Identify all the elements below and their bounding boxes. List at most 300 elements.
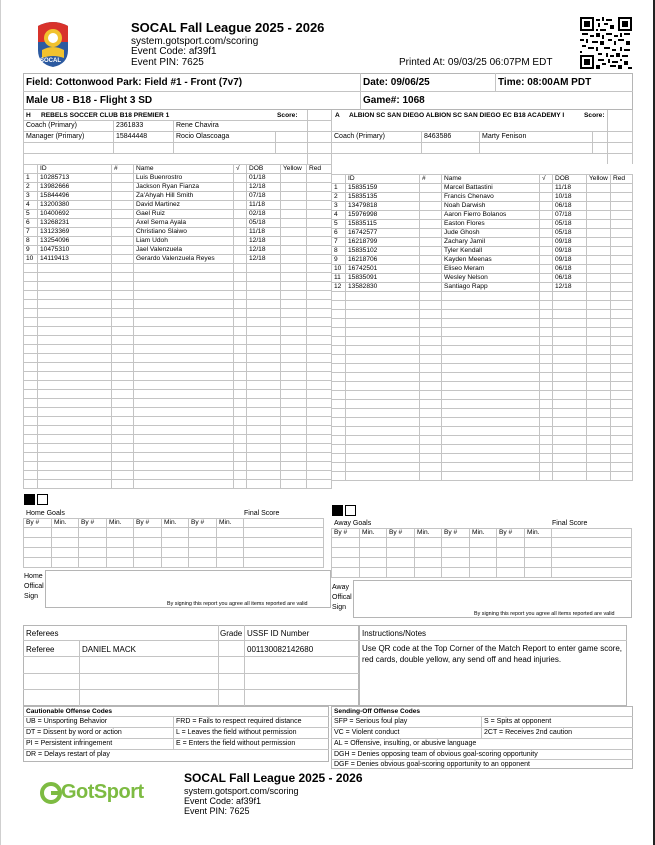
goal-min-cell[interactable] <box>217 548 244 558</box>
checkin[interactable] <box>234 426 247 435</box>
home-empty-square[interactable] <box>37 494 48 505</box>
checkin[interactable] <box>234 237 247 246</box>
checkin[interactable] <box>540 346 553 355</box>
red-card[interactable] <box>611 292 633 301</box>
jersey-number[interactable] <box>112 264 134 273</box>
checkin[interactable] <box>540 247 553 256</box>
jersey-number[interactable] <box>112 210 134 219</box>
yellow-card[interactable] <box>281 417 307 426</box>
red-card[interactable] <box>611 220 633 229</box>
goal-min-cell[interactable] <box>107 528 134 538</box>
yellow-card[interactable] <box>281 426 307 435</box>
red-card[interactable] <box>307 426 332 435</box>
checkin[interactable] <box>540 337 553 346</box>
checkin[interactable] <box>540 274 553 283</box>
yellow-card[interactable] <box>587 202 611 211</box>
yellow-card[interactable] <box>281 354 307 363</box>
yellow-card[interactable] <box>587 211 611 220</box>
jersey-number[interactable] <box>420 382 442 391</box>
jersey-number[interactable] <box>112 228 134 237</box>
jersey-number[interactable] <box>420 229 442 238</box>
jersey-number[interactable] <box>112 480 134 489</box>
checkin[interactable] <box>234 264 247 273</box>
red-card[interactable] <box>307 309 332 318</box>
goal-min-cell[interactable] <box>107 548 134 558</box>
yellow-card[interactable] <box>587 220 611 229</box>
red-card[interactable] <box>307 318 332 327</box>
yellow-card[interactable] <box>587 445 611 454</box>
jersey-number[interactable] <box>112 201 134 210</box>
red-card[interactable] <box>307 291 332 300</box>
checkin[interactable] <box>540 202 553 211</box>
jersey-number[interactable] <box>420 202 442 211</box>
red-card[interactable] <box>611 238 633 247</box>
yellow-card[interactable] <box>281 327 307 336</box>
checkin[interactable] <box>540 400 553 409</box>
goal-by-cell[interactable] <box>387 538 415 548</box>
yellow-card[interactable] <box>281 255 307 264</box>
jersey-number[interactable] <box>112 300 134 309</box>
goal-by-cell[interactable] <box>387 558 415 568</box>
yellow-card[interactable] <box>281 480 307 489</box>
yellow-card[interactable] <box>281 264 307 273</box>
red-card[interactable] <box>611 364 633 373</box>
jersey-number[interactable] <box>112 183 134 192</box>
final-score-cell[interactable] <box>552 548 632 558</box>
goal-by-cell[interactable] <box>189 548 217 558</box>
checkin[interactable] <box>234 246 247 255</box>
goal-min-cell[interactable] <box>360 558 387 568</box>
red-card[interactable] <box>307 219 332 228</box>
red-card[interactable] <box>611 193 633 202</box>
final-score-cell[interactable] <box>244 558 324 568</box>
yellow-card[interactable] <box>587 472 611 481</box>
yellow-card[interactable] <box>587 382 611 391</box>
red-card[interactable] <box>307 345 332 354</box>
goal-by-cell[interactable] <box>79 538 107 548</box>
goal-by-cell[interactable] <box>497 568 525 578</box>
jersey-number[interactable] <box>112 282 134 291</box>
yellow-card[interactable] <box>281 219 307 228</box>
goal-min-cell[interactable] <box>162 528 189 538</box>
goal-by-cell[interactable] <box>24 538 52 548</box>
red-card[interactable] <box>307 336 332 345</box>
red-card[interactable] <box>307 471 332 480</box>
goal-by-cell[interactable] <box>189 558 217 568</box>
jersey-number[interactable] <box>420 274 442 283</box>
goal-by-cell[interactable] <box>387 548 415 558</box>
yellow-card[interactable] <box>587 373 611 382</box>
red-card[interactable] <box>307 327 332 336</box>
red-card[interactable] <box>307 183 332 192</box>
goal-by-cell[interactable] <box>442 558 470 568</box>
final-score-cell[interactable] <box>244 538 324 548</box>
red-card[interactable] <box>307 264 332 273</box>
yellow-card[interactable] <box>587 391 611 400</box>
yellow-card[interactable] <box>281 435 307 444</box>
red-card[interactable] <box>307 237 332 246</box>
yellow-card[interactable] <box>281 210 307 219</box>
yellow-card[interactable] <box>281 192 307 201</box>
goal-min-cell[interactable] <box>52 558 79 568</box>
red-card[interactable] <box>611 310 633 319</box>
jersey-number[interactable] <box>112 174 134 183</box>
checkin[interactable] <box>540 265 553 274</box>
checkin[interactable] <box>234 291 247 300</box>
checkin[interactable] <box>540 373 553 382</box>
checkin[interactable] <box>234 255 247 264</box>
red-card[interactable] <box>307 210 332 219</box>
yellow-card[interactable] <box>587 256 611 265</box>
jersey-number[interactable] <box>112 444 134 453</box>
goal-min-cell[interactable] <box>470 548 497 558</box>
jersey-number[interactable] <box>420 454 442 463</box>
red-card[interactable] <box>307 228 332 237</box>
checkin[interactable] <box>540 229 553 238</box>
goal-min-cell[interactable] <box>525 538 552 548</box>
goal-min-cell[interactable] <box>217 528 244 538</box>
yellow-card[interactable] <box>587 283 611 292</box>
final-score-cell[interactable] <box>244 528 324 538</box>
jersey-number[interactable] <box>112 237 134 246</box>
final-score-cell[interactable] <box>552 558 632 568</box>
checkin[interactable] <box>234 327 247 336</box>
jersey-number[interactable] <box>420 436 442 445</box>
jersey-number[interactable] <box>112 291 134 300</box>
goal-by-cell[interactable] <box>134 558 162 568</box>
goal-min-cell[interactable] <box>217 538 244 548</box>
red-card[interactable] <box>611 463 633 472</box>
jersey-number[interactable] <box>112 381 134 390</box>
checkin[interactable] <box>234 300 247 309</box>
jersey-number[interactable] <box>420 346 442 355</box>
jersey-number[interactable] <box>112 390 134 399</box>
checkin[interactable] <box>234 480 247 489</box>
jersey-number[interactable] <box>420 400 442 409</box>
checkin[interactable] <box>234 174 247 183</box>
jersey-number[interactable] <box>420 184 442 193</box>
jersey-number[interactable] <box>420 472 442 481</box>
goal-min-cell[interactable] <box>415 548 442 558</box>
goal-by-cell[interactable] <box>79 528 107 538</box>
checkin[interactable] <box>234 453 247 462</box>
jersey-number[interactable] <box>112 327 134 336</box>
goal-min-cell[interactable] <box>470 538 497 548</box>
checkin[interactable] <box>540 472 553 481</box>
red-card[interactable] <box>307 300 332 309</box>
jersey-number[interactable] <box>112 219 134 228</box>
yellow-card[interactable] <box>281 183 307 192</box>
checkin[interactable] <box>540 184 553 193</box>
red-card[interactable] <box>611 391 633 400</box>
yellow-card[interactable] <box>587 292 611 301</box>
checkin[interactable] <box>540 211 553 220</box>
checkin[interactable] <box>540 283 553 292</box>
jersey-number[interactable] <box>420 292 442 301</box>
yellow-card[interactable] <box>281 174 307 183</box>
red-card[interactable] <box>611 328 633 337</box>
jersey-number[interactable] <box>112 453 134 462</box>
red-card[interactable] <box>307 480 332 489</box>
jersey-number[interactable] <box>112 372 134 381</box>
checkin[interactable] <box>234 228 247 237</box>
red-card[interactable] <box>611 373 633 382</box>
yellow-card[interactable] <box>587 238 611 247</box>
jersey-number[interactable] <box>420 256 442 265</box>
yellow-card[interactable] <box>281 381 307 390</box>
red-card[interactable] <box>611 337 633 346</box>
goal-min-cell[interactable] <box>52 548 79 558</box>
red-card[interactable] <box>611 355 633 364</box>
goal-min-cell[interactable] <box>525 568 552 578</box>
final-score-cell[interactable] <box>244 548 324 558</box>
yellow-card[interactable] <box>587 328 611 337</box>
red-card[interactable] <box>307 399 332 408</box>
jersey-number[interactable] <box>112 417 134 426</box>
jersey-number[interactable] <box>112 345 134 354</box>
red-card[interactable] <box>611 247 633 256</box>
red-card[interactable] <box>611 409 633 418</box>
checkin[interactable] <box>234 345 247 354</box>
checkin[interactable] <box>234 417 247 426</box>
red-card[interactable] <box>307 417 332 426</box>
checkin[interactable] <box>234 354 247 363</box>
yellow-card[interactable] <box>587 301 611 310</box>
yellow-card[interactable] <box>281 372 307 381</box>
checkin[interactable] <box>234 309 247 318</box>
yellow-card[interactable] <box>281 363 307 372</box>
red-card[interactable] <box>307 255 332 264</box>
goal-min-cell[interactable] <box>107 558 134 568</box>
goal-by-cell[interactable] <box>442 538 470 548</box>
yellow-card[interactable] <box>281 291 307 300</box>
red-card[interactable] <box>611 229 633 238</box>
goal-by-cell[interactable] <box>332 548 360 558</box>
red-card[interactable] <box>307 354 332 363</box>
jersey-number[interactable] <box>420 265 442 274</box>
final-score-cell[interactable] <box>552 568 632 578</box>
goal-min-cell[interactable] <box>217 558 244 568</box>
jersey-number[interactable] <box>420 247 442 256</box>
jersey-number[interactable] <box>112 399 134 408</box>
goal-min-cell[interactable] <box>360 568 387 578</box>
red-card[interactable] <box>307 363 332 372</box>
yellow-card[interactable] <box>281 444 307 453</box>
red-card[interactable] <box>307 192 332 201</box>
red-card[interactable] <box>611 427 633 436</box>
checkin[interactable] <box>540 436 553 445</box>
jersey-number[interactable] <box>420 211 442 220</box>
yellow-card[interactable] <box>587 229 611 238</box>
checkin[interactable] <box>234 318 247 327</box>
checkin[interactable] <box>234 444 247 453</box>
checkin[interactable] <box>540 292 553 301</box>
yellow-card[interactable] <box>587 418 611 427</box>
red-card[interactable] <box>611 256 633 265</box>
red-card[interactable] <box>611 265 633 274</box>
yellow-card[interactable] <box>587 436 611 445</box>
red-card[interactable] <box>611 472 633 481</box>
jersey-number[interactable] <box>112 435 134 444</box>
jersey-number[interactable] <box>420 283 442 292</box>
yellow-card[interactable] <box>281 246 307 255</box>
red-card[interactable] <box>307 174 332 183</box>
red-card[interactable] <box>611 346 633 355</box>
jersey-number[interactable] <box>420 409 442 418</box>
goal-by-cell[interactable] <box>189 538 217 548</box>
goal-by-cell[interactable] <box>387 568 415 578</box>
yellow-card[interactable] <box>281 228 307 237</box>
goal-min-cell[interactable] <box>360 548 387 558</box>
checkin[interactable] <box>234 219 247 228</box>
yellow-card[interactable] <box>281 399 307 408</box>
goal-by-cell[interactable] <box>442 548 470 558</box>
jersey-number[interactable] <box>420 355 442 364</box>
final-score-cell[interactable] <box>552 538 632 548</box>
goal-by-cell[interactable] <box>189 528 217 538</box>
jersey-number[interactable] <box>112 336 134 345</box>
goal-by-cell[interactable] <box>24 558 52 568</box>
red-card[interactable] <box>611 184 633 193</box>
checkin[interactable] <box>540 301 553 310</box>
red-card[interactable] <box>611 319 633 328</box>
red-card[interactable] <box>611 454 633 463</box>
goal-by-cell[interactable] <box>442 568 470 578</box>
checkin[interactable] <box>234 273 247 282</box>
goal-min-cell[interactable] <box>470 558 497 568</box>
qr-code[interactable] <box>580 17 632 69</box>
checkin[interactable] <box>234 471 247 480</box>
yellow-card[interactable] <box>587 319 611 328</box>
goal-min-cell[interactable] <box>52 538 79 548</box>
yellow-card[interactable] <box>587 247 611 256</box>
yellow-card[interactable] <box>587 274 611 283</box>
goal-by-cell[interactable] <box>24 528 52 538</box>
red-card[interactable] <box>611 211 633 220</box>
yellow-card[interactable] <box>587 193 611 202</box>
goal-by-cell[interactable] <box>497 558 525 568</box>
checkin[interactable] <box>540 454 553 463</box>
goal-by-cell[interactable] <box>332 568 360 578</box>
checkin[interactable] <box>234 183 247 192</box>
goal-min-cell[interactable] <box>525 548 552 558</box>
checkin[interactable] <box>540 310 553 319</box>
goal-min-cell[interactable] <box>52 528 79 538</box>
goal-by-cell[interactable] <box>497 548 525 558</box>
yellow-card[interactable] <box>587 454 611 463</box>
goal-min-cell[interactable] <box>162 558 189 568</box>
red-card[interactable] <box>307 408 332 417</box>
goal-min-cell[interactable] <box>415 568 442 578</box>
jersey-number[interactable] <box>112 354 134 363</box>
yellow-card[interactable] <box>587 463 611 472</box>
red-card[interactable] <box>307 246 332 255</box>
red-card[interactable] <box>611 436 633 445</box>
red-card[interactable] <box>611 202 633 211</box>
goal-by-cell[interactable] <box>134 528 162 538</box>
jersey-number[interactable] <box>420 238 442 247</box>
yellow-card[interactable] <box>281 471 307 480</box>
goal-by-cell[interactable] <box>332 558 360 568</box>
yellow-card[interactable] <box>587 400 611 409</box>
jersey-number[interactable] <box>420 337 442 346</box>
yellow-card[interactable] <box>281 336 307 345</box>
red-card[interactable] <box>611 382 633 391</box>
checkin[interactable] <box>540 193 553 202</box>
yellow-card[interactable] <box>281 282 307 291</box>
goal-by-cell[interactable] <box>134 538 162 548</box>
yellow-card[interactable] <box>587 337 611 346</box>
checkin[interactable] <box>234 210 247 219</box>
checkin[interactable] <box>234 462 247 471</box>
jersey-number[interactable] <box>112 462 134 471</box>
jersey-number[interactable] <box>420 445 442 454</box>
red-card[interactable] <box>307 462 332 471</box>
goal-min-cell[interactable] <box>415 558 442 568</box>
yellow-card[interactable] <box>281 201 307 210</box>
jersey-number[interactable] <box>112 246 134 255</box>
checkin[interactable] <box>234 390 247 399</box>
checkin[interactable] <box>540 418 553 427</box>
goal-min-cell[interactable] <box>415 538 442 548</box>
jersey-number[interactable] <box>112 426 134 435</box>
checkin[interactable] <box>234 372 247 381</box>
yellow-card[interactable] <box>587 427 611 436</box>
yellow-card[interactable] <box>587 310 611 319</box>
jersey-number[interactable] <box>112 273 134 282</box>
checkin[interactable] <box>540 427 553 436</box>
red-card[interactable] <box>307 381 332 390</box>
red-card[interactable] <box>611 400 633 409</box>
checkin[interactable] <box>540 364 553 373</box>
checkin[interactable] <box>234 192 247 201</box>
jersey-number[interactable] <box>420 319 442 328</box>
yellow-card[interactable] <box>587 364 611 373</box>
goal-min-cell[interactable] <box>162 548 189 558</box>
red-card[interactable] <box>611 301 633 310</box>
jersey-number[interactable] <box>420 220 442 229</box>
jersey-number[interactable] <box>420 364 442 373</box>
yellow-card[interactable] <box>587 265 611 274</box>
jersey-number[interactable] <box>112 471 134 480</box>
jersey-number[interactable] <box>420 328 442 337</box>
yellow-card[interactable] <box>587 409 611 418</box>
red-card[interactable] <box>611 418 633 427</box>
jersey-number[interactable] <box>420 301 442 310</box>
yellow-card[interactable] <box>281 462 307 471</box>
goal-by-cell[interactable] <box>332 538 360 548</box>
red-card[interactable] <box>611 274 633 283</box>
checkin[interactable] <box>540 355 553 364</box>
red-card[interactable] <box>307 273 332 282</box>
checkin[interactable] <box>234 363 247 372</box>
yellow-card[interactable] <box>587 346 611 355</box>
checkin[interactable] <box>540 238 553 247</box>
jersey-number[interactable] <box>112 255 134 264</box>
yellow-card[interactable] <box>281 273 307 282</box>
jersey-number[interactable] <box>420 193 442 202</box>
checkin[interactable] <box>540 382 553 391</box>
checkin[interactable] <box>540 328 553 337</box>
red-card[interactable] <box>307 444 332 453</box>
goal-min-cell[interactable] <box>162 538 189 548</box>
checkin[interactable] <box>540 445 553 454</box>
goal-by-cell[interactable] <box>497 538 525 548</box>
checkin[interactable] <box>540 463 553 472</box>
yellow-card[interactable] <box>281 309 307 318</box>
red-card[interactable] <box>307 390 332 399</box>
jersey-number[interactable] <box>420 418 442 427</box>
